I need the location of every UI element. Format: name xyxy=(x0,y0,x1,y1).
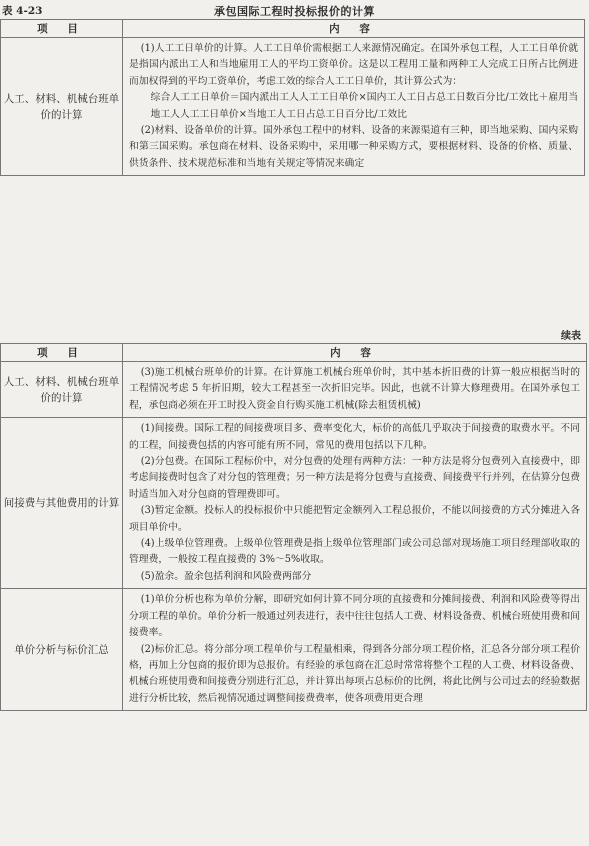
table-number: 表 4-23 xyxy=(2,5,43,17)
header-item: 项 目 xyxy=(1,344,123,362)
table-title: 承包国际工程时投标报价的计算 xyxy=(214,5,375,18)
paragraph: (1)人工工日单价的计算。人工工日单价需根据工人来源情况确定。在国外承包工程，人工工日单价就是指国内派出工人和当地雇用工人的平均工资单价。这是以工程用工量和两种工人完成工日所占比例进而加权得到的平均工资单价，考虑工效的综合人工工日单价，其计算公式为： xyxy=(129,43,578,87)
table-1-caption xyxy=(0,0,589,20)
paragraph: (2)标价汇总。将分部分项工程单价与工程量相乘，得到各分部分项工程价格，汇总各分部分项工程价格，再加上分包商的报价即为总报价。有经验的承包商在汇总时常常将整个工程的人工费、材料设备费、机械台班使用费和间接费分别进行汇总，并计算出每项占总标价的比例，将此比例与公司过去的经验数据进行分析比较，然后视情况通过调整间接费费率，使各项费用更合理 xyxy=(129,643,580,704)
row-content xyxy=(123,38,585,176)
row-content xyxy=(123,362,587,418)
paragraph: (3)施工机械台班单价的计算。在计算施工机械台班单价时，其中基本折旧费的计算一般应根据当时的工程情况考虑 5 年折旧期，较大工程甚至一次折旧完毕。因此，也就不计算大修理费用。在国外承包工程，承包商必须在开工时投入资金自行购买施工机械(除去租赁机械) xyxy=(129,367,580,411)
table-header-row xyxy=(1,20,585,38)
paragraph: (4)上级单位管理费。上级单位管理费是指上级单位管理部门或公司总部对现场施工项目经理部收取的管理费，一般按工程直接费的 3%～5%收取。 xyxy=(129,538,580,566)
header-content: 内 容 xyxy=(123,20,585,38)
paragraph: (5)盈余。盈余包括利润和风险费两部分 xyxy=(140,570,312,582)
table-row xyxy=(1,362,587,418)
table-2-continued xyxy=(0,343,587,711)
page-gap xyxy=(0,272,589,327)
table-row xyxy=(1,38,585,176)
paragraph: (2)材料、设备单价的计算。国外承包工程中的材料、设备的来源渠道有三种，即当地采购、国内采购和第三国采购。承包商在材料、设备采购中，采用哪一种采购方式，要根据材料、设备的价格、质量、供货条件、技术规范标准和当地有关规定等情况来确定 xyxy=(129,125,578,169)
row-item-label: 间接费与其他费用的计算 xyxy=(1,418,123,589)
paragraph: (1)单价分析也称为单价分解，即研究如何计算不同分项的直接费和分摊间接费、利润和风险费等得出分项工程的单价。单价分析一般通过列表进行，表中往往包括人工费、材料设备费、机械台班使用费和间接费率。 xyxy=(129,594,580,639)
table-row xyxy=(1,418,587,589)
table-row xyxy=(1,589,587,711)
row-item-label: 人工、材料、机械台班单价的计算 xyxy=(1,38,123,176)
row-content xyxy=(123,418,587,589)
header-item: 项 目 xyxy=(1,20,123,38)
paragraph: (1)间接费。国际工程的间接费项目多、费率变化大，标价的高低几乎取决于间接费的取费水平。不同的工程，间接费包括的内容可能有所不同，常见的费用包括以下几种。 xyxy=(129,423,580,451)
continued-label: 续表 xyxy=(561,331,581,342)
paragraph: (3)暂定金额。投标人的投标报价中只能把暂定金额列入工程总报价，不能以间接费的方式分摊进入各项目单价中。 xyxy=(129,505,580,533)
row-content xyxy=(123,589,587,711)
table-header-row xyxy=(1,344,587,362)
row-item-label: 单价分析与标价汇总 xyxy=(1,589,123,711)
header-content: 内 容 xyxy=(123,344,587,362)
paragraph: (2)分包费。在国际工程标价中，对分包费的处理有两种方法：一种方法是将分包费列入直接费中，即考虑间接费时包含了对分包的管理费；另一种方法是将分包费与直接费、间接费平行并列，在估算分包费时适当加入对分包商的管理费即可。 xyxy=(129,456,580,500)
formula: 综合人工工日单价＝国内派出工人人工工日单价×国内工人工日占总工日数百分比/工效比＋雇用当地工人人工工日单价×当地工人工日占总工日百分比/工效比 xyxy=(150,92,578,120)
table-1 xyxy=(0,19,585,176)
row-item-label: 人工、材料、机械台班单价的计算 xyxy=(1,362,123,418)
